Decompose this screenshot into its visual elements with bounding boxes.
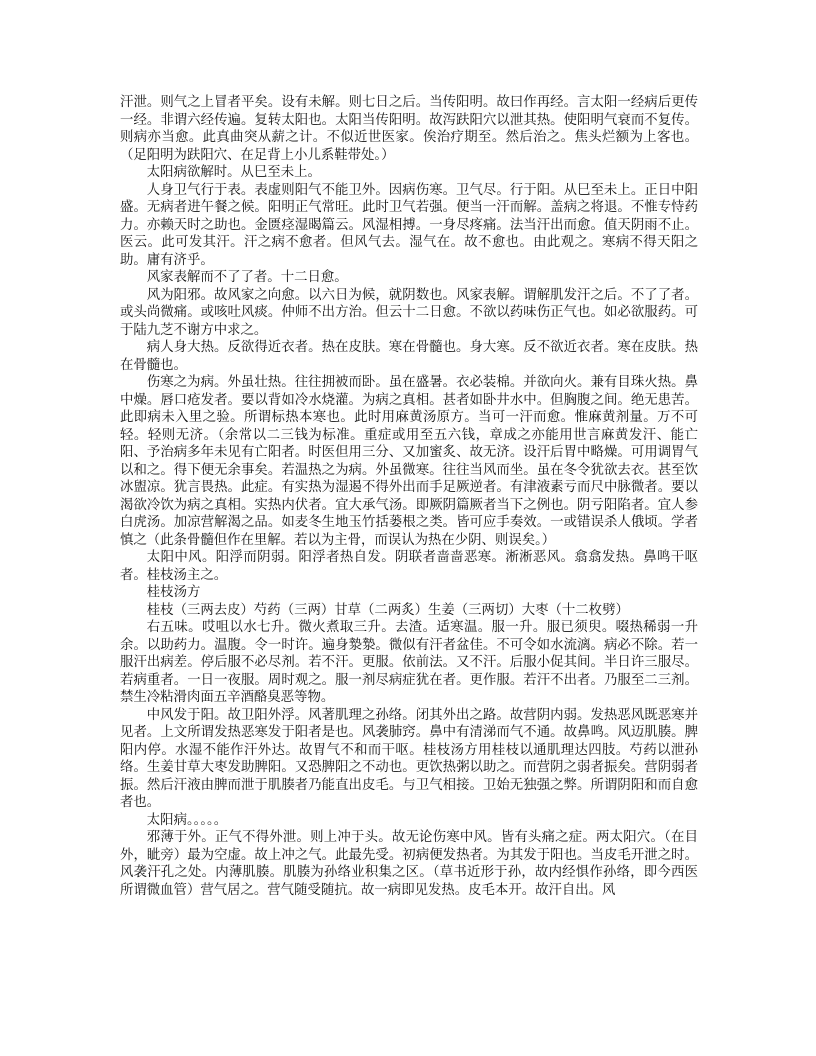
paragraph: 人身卫气行于表。表虚则阳气不能卫外。因病伤寒。卫气尽。行于阳。从巳至未上。正日中阳盛。无病者进午餐之候。阳明正气常旺。此时卫气若强。便当一汗而解。盖病之将退。不惟专恃药力。亦赖天时之助也。金匮痉湿暍篇云。风湿相搏。一身尽疼痛。法当汗出而愈。值天阴雨不止。医云。此可发其汗。汗之病不愈者。但风气去。湿气在。故不愈也。由此观之。寒病不得天阳之助。庸有济乎。	[120, 182, 698, 268]
section-heading: 桂枝汤方	[146, 585, 201, 600]
paragraph: 太阳中风。阳浮而阴弱。阳浮者热自发。阴联者啬啬恶寒。淅淅恶风。翕翕发热。鼻鸣干呕者。桂枝汤主之。	[120, 550, 698, 583]
paragraph: 汗泄。则气之上冒者平矣。设有未解。则七日之后。当传阳明。故曰作再经。言太阳一经病后更传一经。非谓六经传遍。复转太阳也。太阳当传阳明。故泻趺阳穴以泄其热。使阳明气衰而不复传。则病亦当愈。此真曲突从薪之计。不似近世医家。俟治疗期至。然后治之。焦头烂额为上客也。（足阳明为趺阳穴、在足背上小儿系鞋带处。）	[120, 95, 698, 163]
paragraph: 太阳病。。。。。	[146, 812, 228, 828]
paragraph: 桂枝（三两去皮）芍药（三两）甘草（二两炙）生姜（三两切）大枣（十二枚劈）	[146, 602, 629, 618]
paragraph: 风家表解而不了了者。十二日愈。	[146, 270, 348, 285]
document-page	[120, 94, 698, 899]
paragraph: 风为阳邪。故风家之向愈。以六日为候，就阴数也。风家表解。谓解肌发汗之后。不了了者。或头尚微痛。或咳吐风痰。仲师不出方治。但云十二日愈。不欲以药味伤正气也。如必欲服药。可于陆九芝不谢方中求之。	[120, 287, 698, 338]
paragraph: 中风发于阳。故卫阳外浮。风著肌理之孙络。闭其外出之路。故营阴内弱。发热恶风既恶寒并见者。上文所谓发热恶寒发于阳者是也。风袭肺窍。鼻中有清涕而气不通。故鼻鸣。风迈肌腠。脾阳内停。水湿不能作汗外达。故胃气不和而干呕。桂枝汤方用桂枝以通肌理达四肢。芍药以泄孙络。生姜甘草大枣发助脾阳。又恐脾阳之不动也。更饮热粥以助之。而营阴之弱者振矣。营阴弱者振。然后汗液由脾而泄于肌腠者乃能直出皮毛。与卫气相接。卫始无独强之弊。所谓阴阳和而自愈者也。	[120, 707, 698, 810]
paragraph: 右五味。哎咀以水七升。微火煮取三升。去渣。适寒温。服一升。服已须臾。啜热稀弱一升余。以助药力。温腹。令一时许。遍身漐漐。微似有汗者盆佳。不可令如水流漓。病必不除。若一服汗出病差。停后服不必尽剂。若不汗。更服。依前法。又不汗。后服小促其间。半日许三服尽。若病重者。一日一夜服。周时观之。服一剂尽病症犹在者。更作服。若汗不出者。乃服至二三剂。禁生冷粘滑肉面五辛酒酪臭恶等物。	[120, 620, 698, 705]
paragraph: 伤寒之为病。外虽壮热。往往拥被而卧。虽在盛暑。衣必装棉。并欲向火。兼有目珠火热。鼻中燥。唇口疮发者。要以背如冷水烧灌。为病之真相。甚者如卧井水中。但胸腹之间。绝无患苦。此即病未入里之验。所谓标热本寒也。此时用麻黄汤原方。当可一汗而愈。惟麻黄剂量。万不可轻。轻则无济。（余常以二三钱为标准。重症或用至五六钱，章成之亦能用世言麻黄发汗、能亡阳、予治病多年未见有亡阳者。时医但用三分、又加蜜炙、故无济。设汗后胃中略燥。可用调胃气以和之。得下便无余事矣。若温热之为病。外虽微寒。往往当风而坐。虽在冬令犹欲去衣。甚至饮冰盥凉。犹言畏热。此症。有实热为湿遏不得外出而手足厥逆者。有津液素亏而尺中脉微者。要以渴欲冷饮为病之真相。实热内伏者。宜大承气汤。即厥阴篇厥者当下之例也。阴亏阳陷者。宜人参白虎汤。加凉营解渴之品。如麦冬生地玉竹括蒌根之类。皆可应手奏效。一或错误杀人俄顷。学者慎之（此条骨髓但作在里解。若以为主骨，而误认为热在少阴、则误矣。）	[120, 375, 698, 548]
paragraph: 邪薄于外。正气不得外泄。则上冲于头。故无论伤寒中风。皆有头痛之症。两太阳穴。（在目外，眦旁）最为空虚。故上冲之气。此最先受。初病便发热者。为其发于阳也。当皮毛开泄之时。风袭汗孔之处。内薄肌腠。肌腠为孙络业积集之区。（草书近形于孙，故内经惧作孙络，即今西医所谓微血管）营气居之。营气随受随抗。故一病即见发热。皮毛本开。故汗自出。风	[120, 830, 698, 898]
paragraph: 太阳病欲解时。从巳至未上。	[146, 165, 321, 180]
paragraph: 病人身大热。反欲得近衣者。热在皮肤。寒在骨髓也。身大寒。反不欲近衣者。寒在皮肤。热在骨髓也。	[120, 340, 698, 373]
